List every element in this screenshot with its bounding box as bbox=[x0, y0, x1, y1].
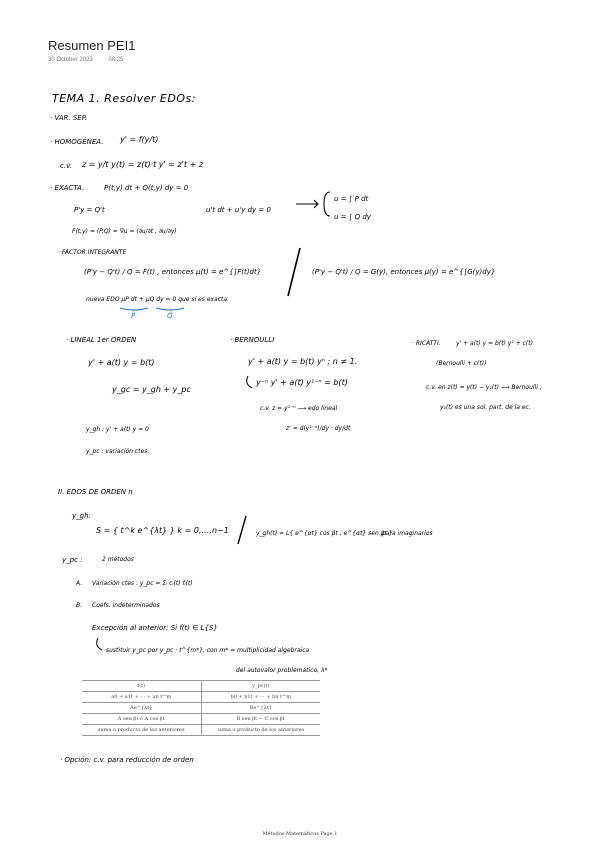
table-cell: Be^{λt} bbox=[201, 703, 320, 714]
ypc-count: 2 métodos bbox=[102, 556, 134, 563]
table-cell: b0 + b1t + ··· + bn t^m bbox=[201, 692, 320, 703]
coef-indeterminados-table bbox=[82, 680, 320, 736]
excepcion: Excepción al anterior: Si f(t) ∈ L{S} bbox=[92, 624, 218, 632]
bernoulli-label: · BERNOULLI bbox=[230, 336, 275, 344]
p-tilde: P̃ bbox=[131, 312, 136, 320]
table-cell: a0 + a1t + ··· + an t^m bbox=[82, 692, 201, 703]
autovalor: del autovalor problemático, λ* bbox=[236, 667, 328, 674]
homogenea-eq: y' = f(y/t) bbox=[120, 135, 159, 144]
brace-arrow bbox=[296, 200, 318, 208]
lineal-label: · LINEAL 1er ORDEN bbox=[66, 336, 137, 344]
lineal-pc: y_pc : variación ctes. bbox=[86, 448, 150, 455]
bernoulli-eq: y' + a(t) y = b(t) yⁿ ; n ≠ 1. bbox=[248, 357, 358, 366]
p-tilde-underline bbox=[120, 308, 148, 310]
table-cell: Ae^{λt} bbox=[82, 703, 201, 714]
exacta-system-2: u = ∫ Q dy bbox=[334, 213, 371, 221]
cv-label: c.v. bbox=[60, 162, 72, 170]
exacta-cond: P'y = Q't bbox=[74, 206, 105, 214]
opcion-reduccion: · Opción: c.v. para reducción de orden bbox=[60, 756, 194, 764]
exacta-label: · EXACTA. bbox=[50, 184, 85, 192]
factor-right: (P'y − Q't) / Q = G(y), entonces μ(y) = e^{∫G(y)dy} bbox=[312, 268, 496, 276]
table-cell: B sen βt − C cos βt bbox=[201, 714, 320, 725]
divider-slash-2 bbox=[238, 516, 246, 544]
exacta-system-1: u = ∫ P dt bbox=[334, 195, 369, 203]
table-header-f: f(t) bbox=[82, 681, 201, 692]
var-sep-label: · VAR. SEP. bbox=[50, 114, 88, 122]
ricatti-part: y₁(t) es una sol. part. de la ec. bbox=[440, 404, 531, 411]
metodo-a-label: A. bbox=[76, 580, 83, 587]
system-brace bbox=[324, 192, 330, 216]
sustituir: sustituir y_pc por y_pc · t^{m*}, con m* = multiplicidad algebraica bbox=[106, 647, 310, 654]
ygh-note: para imaginarios bbox=[382, 530, 433, 537]
ygh-complex: y_gh(t) = L{ e^{αt} cos βt , e^{αt} sen βt } bbox=[256, 530, 393, 537]
metodo-b: Coefs. indeterminados bbox=[92, 602, 160, 609]
factor-label: · FACTOR INTEGRANTE bbox=[58, 249, 127, 256]
metodo-b-label: B. bbox=[76, 602, 83, 609]
table-header-row bbox=[82, 681, 320, 692]
lineal-gh: y_gh : y' + a(t) y = 0 bbox=[86, 426, 149, 433]
bernoulli-z: z' = d(y¹⁻ⁿ)/dy · dy/dt bbox=[286, 425, 351, 432]
page-title: Resumen PEI1 bbox=[48, 38, 136, 53]
table-cell: suma o producto de los anteriores bbox=[201, 725, 320, 736]
exacta-gradient: F(t,y) = (P,Q) = ∇u = (∂u/∂t , ∂u/∂y) bbox=[72, 228, 177, 235]
bernoulli-cv: c.v. z = y¹⁻ⁿ ⟶ edo lineal bbox=[260, 405, 338, 412]
ygh-set: S = { t^k e^{λt} } k = 0,…,n−1 bbox=[96, 526, 229, 535]
table-row bbox=[82, 725, 320, 736]
factor-left: (P'y − Q't) / Q = F(t) , entonces μ(t) = e^{∫F(t)dt} bbox=[84, 268, 262, 276]
table-row bbox=[82, 714, 320, 725]
page-footer: Métodos Matemáticos Page 1 bbox=[262, 831, 338, 837]
homogenea-label: · HOMOGÉNEA. bbox=[50, 138, 104, 146]
ypc-label: y_pc : bbox=[62, 556, 83, 564]
metodo-a: Variación ctes : y_pc = Σᵢ cᵢ(t) fᵢ(t) bbox=[92, 580, 193, 587]
table-row bbox=[82, 692, 320, 703]
lineal-gc: y_gc = y_gh + y_pc bbox=[112, 385, 191, 394]
excepcion-arrow bbox=[97, 638, 102, 650]
q-tilde-underline bbox=[156, 308, 184, 310]
bernoulli-mult: y⁻ⁿ y' + a(t) y¹⁻ⁿ = b(t) bbox=[256, 378, 348, 387]
table-cell: A sen βt ó A cos βt bbox=[82, 714, 201, 725]
exacta-u: u't dt + u'y dy = 0 bbox=[206, 206, 271, 214]
q-tilde: Q̃ bbox=[167, 312, 173, 320]
cv-eq: z = y/t y(t) = z(t)·t y' = z't + z bbox=[82, 160, 204, 169]
lineal-eq: y' + a(t) y = b(t) bbox=[88, 358, 155, 367]
ricatti-note: (Bernoulli + c(t)) bbox=[436, 360, 487, 367]
ygh-label: y_gh: bbox=[72, 512, 91, 520]
exacta-eq: P(t,y) dt + Q(t,y) dy = 0 bbox=[104, 184, 189, 192]
tema2-heading: II. EDOS DE ORDEN n bbox=[58, 488, 133, 496]
table-row bbox=[82, 703, 320, 714]
table-cell: suma o producto de los anteriores bbox=[82, 725, 201, 736]
table-header-ypc: y_pc(t) bbox=[201, 681, 320, 692]
ricatti-eq: y' + a(t) y = b(t) y² + c(t) bbox=[456, 340, 533, 347]
page-time: 08:25 bbox=[108, 57, 124, 63]
ricatti-label: · RICATTI. bbox=[412, 340, 441, 347]
divider-slash-1 bbox=[288, 248, 300, 296]
page-date: 30 October 2023 bbox=[48, 57, 93, 63]
bern-arrow bbox=[247, 376, 252, 388]
tema1-heading: TEMA 1. Resolver EDOs: bbox=[52, 92, 196, 105]
factor-new-edo: nueva EDO μP dt + μQ dy = 0 que sí es exacta. bbox=[86, 296, 229, 303]
ricatti-cv: c.v. en z(t) = y(t) − y₁(t) ⟶ Bernoulli ; bbox=[426, 384, 542, 391]
